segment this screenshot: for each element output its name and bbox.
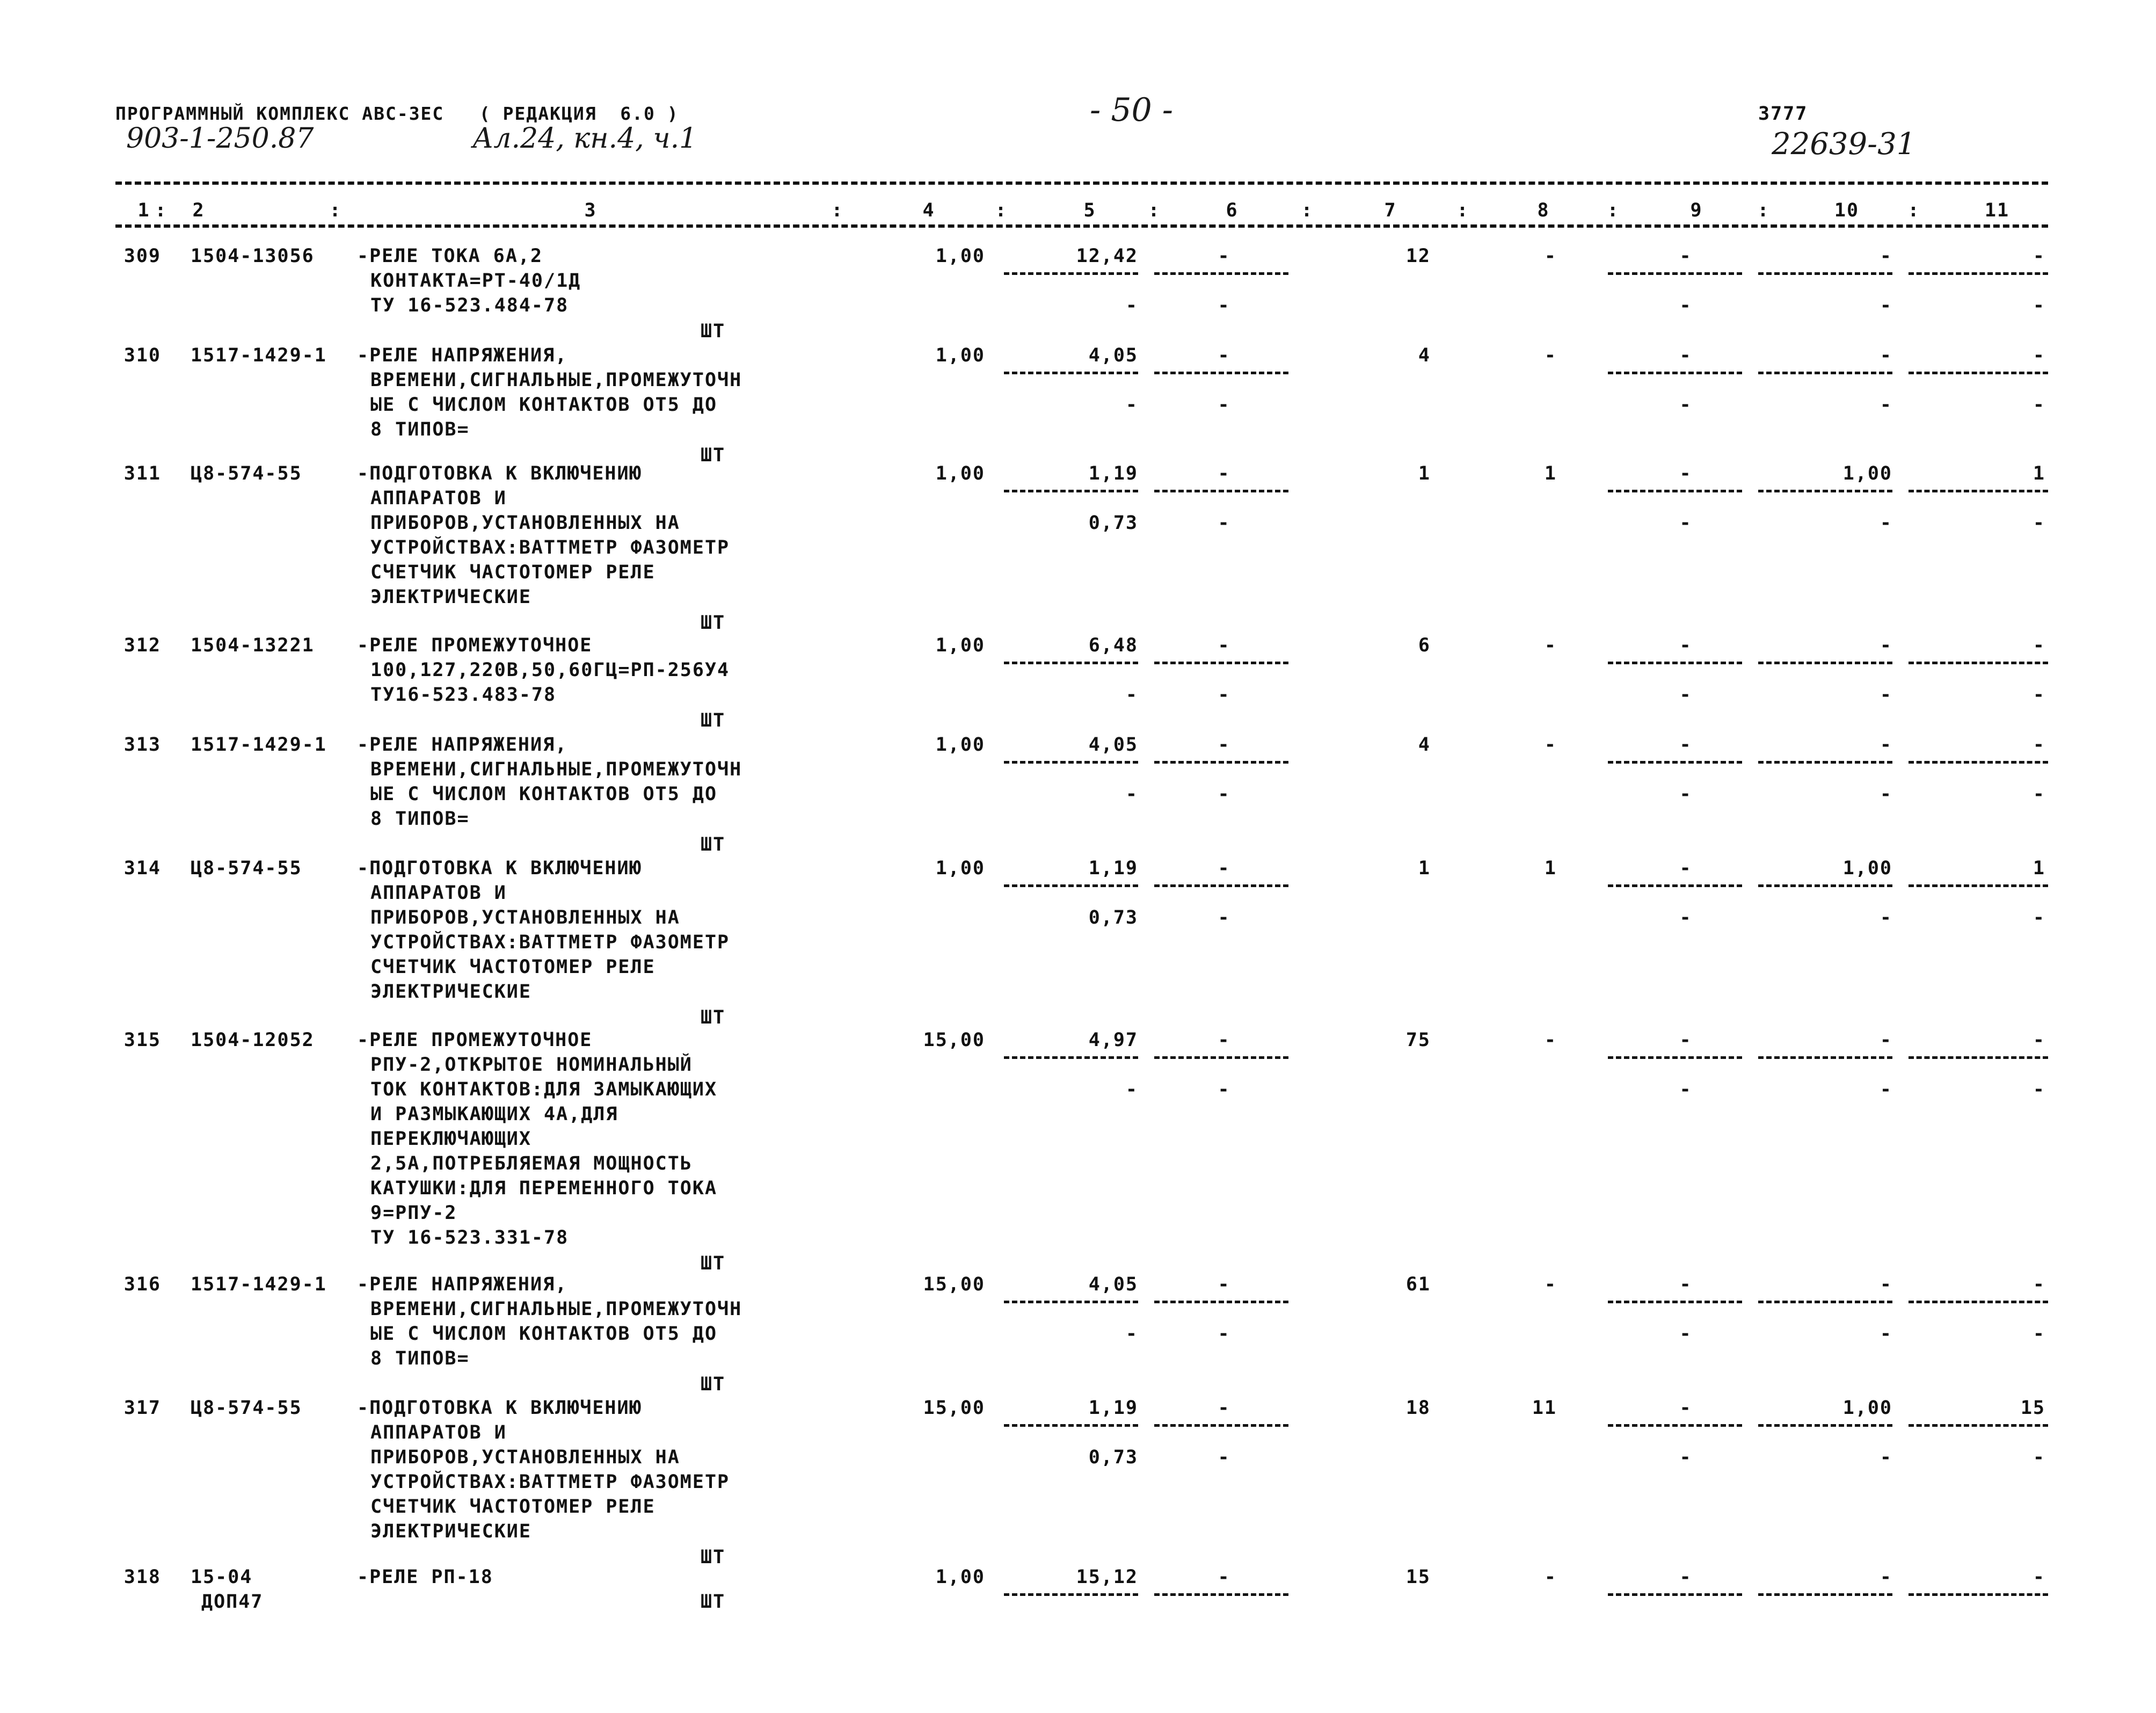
value-divider: [1004, 272, 1138, 275]
column8-value: -: [1544, 345, 1557, 366]
unit-cost-secondary: -: [1125, 295, 1138, 316]
column-separator: :: [1907, 200, 1920, 221]
description-line: И РАЗМЫКАЮЩИХ 4А,ДЛЯ: [370, 1104, 618, 1125]
column10-value: -: [1880, 1566, 1892, 1588]
column9-value: -: [1679, 463, 1692, 484]
description-line: -ПОДГОТОВКА К ВКЛЮЧЕНИЮ: [357, 463, 642, 484]
description-line: ТУ 16-523.331-78: [370, 1227, 569, 1249]
unit-cost-secondary: 0,73: [1088, 512, 1138, 534]
quantity-value: 1,00: [935, 635, 985, 656]
value-divider: [1909, 1056, 2048, 1059]
column-separator: :: [1456, 200, 1469, 221]
header-top-rule: [115, 182, 2048, 185]
description-line: -РЕЛЕ ПРОМЕЖУТОЧНОЕ: [357, 1029, 593, 1051]
unit-cost-secondary: -: [1125, 394, 1138, 416]
column6-value: -: [1218, 345, 1230, 366]
quantity-value: 1,00: [935, 245, 985, 267]
item-code: 1504-13056: [191, 245, 315, 267]
column11-value: 1: [2033, 463, 2045, 484]
unit-label: ШТ: [701, 1591, 726, 1613]
unit-cost-value: 6,48: [1088, 635, 1138, 656]
column6-secondary: -: [1218, 783, 1230, 805]
column-header-9: 9: [1690, 200, 1703, 221]
column11-secondary: -: [2033, 394, 2045, 416]
description-line: -ПОДГОТОВКА К ВКЛЮЧЕНИЮ: [357, 1397, 642, 1419]
column11-secondary: -: [2033, 1323, 2045, 1345]
description-line: 8 ТИПОВ=: [370, 1348, 470, 1369]
column11-value: -: [2033, 345, 2045, 366]
unit-label: ШТ: [701, 1007, 726, 1028]
value-divider: [1758, 272, 1892, 275]
column10-secondary: -: [1880, 295, 1892, 316]
total-cost-value: 12: [1405, 245, 1431, 267]
column9-secondary: -: [1679, 1323, 1692, 1345]
column6-secondary: -: [1218, 1447, 1230, 1468]
description-line: УСТРОЙСТВАХ:ВАТТМЕТР ФАЗОМЕТР: [370, 537, 730, 558]
column10-value: 1,00: [1842, 858, 1892, 879]
unit-label: ШТ: [701, 1253, 726, 1274]
value-divider: [1758, 490, 1892, 492]
project-code-handwritten: 903-1-250.87: [126, 122, 314, 155]
column6-value: -: [1218, 858, 1230, 879]
column6-secondary: -: [1218, 1323, 1230, 1345]
column9-secondary: -: [1679, 394, 1692, 416]
column6-value: -: [1218, 1029, 1230, 1051]
column9-value: -: [1679, 1274, 1692, 1295]
unit-cost-secondary: 0,73: [1088, 907, 1138, 928]
value-divider: [1608, 490, 1742, 492]
column6-value: -: [1218, 1566, 1230, 1588]
description-line: СЧЕТЧИК ЧАСТОТОМЕР РЕЛЕ: [370, 562, 655, 583]
unit-label: ШТ: [701, 1547, 726, 1568]
column6-value: -: [1218, 1274, 1230, 1295]
column6-secondary: -: [1218, 295, 1230, 316]
unit-cost-secondary: -: [1125, 783, 1138, 805]
column-separator: :: [1301, 200, 1314, 221]
quantity-value: 15,00: [923, 1397, 985, 1419]
quantity-value: 1,00: [935, 345, 985, 366]
unit-cost-value: 12,42: [1076, 245, 1138, 267]
column10-value: 1,00: [1842, 463, 1892, 484]
total-cost-value: 4: [1418, 345, 1431, 366]
value-divider: [1608, 884, 1742, 887]
column-header-7: 7: [1384, 200, 1397, 221]
row-number: 309: [123, 245, 161, 267]
unit-label: ШТ: [701, 612, 726, 634]
row-number: 317: [123, 1397, 161, 1419]
column11-value: -: [2033, 1566, 2045, 1588]
value-divider: [1909, 1301, 2048, 1303]
quantity-value: 15,00: [923, 1029, 985, 1051]
value-divider: [1154, 372, 1288, 374]
description-line: СЧЕТЧИК ЧАСТОТОМЕР РЕЛЕ: [370, 956, 655, 978]
value-divider: [1154, 1424, 1288, 1427]
program-header: ПРОГРАММНЫЙ КОМПЛЕКС АВС-3ЕС ( РЕДАКЦИЯ 6.0 ): [115, 103, 679, 124]
document-number-typed: 3777: [1758, 103, 1808, 125]
quantity-value: 1,00: [935, 1566, 985, 1588]
column11-secondary: -: [2033, 295, 2045, 316]
quantity-value: 1,00: [935, 463, 985, 484]
description-line: 8 ТИПОВ=: [370, 419, 470, 440]
column-header-2: 2: [192, 200, 205, 221]
column-separator: :: [1757, 200, 1770, 221]
value-divider: [1154, 1593, 1288, 1596]
value-divider: [1154, 1056, 1288, 1059]
description-line: КОНТАКТА=РТ-40/1Д: [370, 270, 581, 292]
column10-value: -: [1880, 635, 1892, 656]
column-separator: :: [329, 200, 342, 221]
column-header-3: 3: [584, 200, 597, 221]
total-cost-value: 6: [1418, 635, 1431, 656]
unit-cost-secondary: -: [1125, 1323, 1138, 1345]
column8-value: 11: [1532, 1397, 1557, 1419]
item-code: Ц8-574-55: [191, 858, 302, 879]
column10-value: -: [1880, 1029, 1892, 1051]
column11-secondary: -: [2033, 512, 2045, 534]
total-cost-value: 15: [1405, 1566, 1431, 1588]
column11-value: 15: [2020, 1397, 2045, 1419]
description-line: 9=РПУ-2: [370, 1202, 457, 1224]
row-number: 316: [123, 1274, 161, 1295]
column6-secondary: -: [1218, 684, 1230, 706]
document-number-handwritten: 22639-31: [1772, 127, 1916, 162]
column8-value: -: [1544, 1566, 1557, 1588]
column9-value: -: [1679, 1397, 1692, 1419]
value-divider: [1004, 1593, 1138, 1596]
description-line: ЭЛЕКТРИЧЕСКИЕ: [370, 981, 531, 1003]
description-line: КАТУШКИ:ДЛЯ ПЕРЕМЕННОГО ТОКА: [370, 1178, 718, 1199]
quantity-value: 1,00: [935, 858, 985, 879]
description-line: ТУ 16-523.484-78: [370, 295, 569, 316]
value-divider: [1909, 1424, 2048, 1427]
unit-cost-value: 4,05: [1088, 734, 1138, 756]
column6-value: -: [1218, 463, 1230, 484]
column9-value: -: [1679, 1029, 1692, 1051]
column8-value: -: [1544, 734, 1557, 756]
description-line: РПУ-2,ОТКРЫТОЕ НОМИНАЛЬНЫЙ: [370, 1054, 693, 1076]
column-separator: :: [1607, 200, 1620, 221]
column11-value: -: [2033, 245, 2045, 267]
value-divider: [1758, 884, 1892, 887]
column11-secondary: -: [2033, 1447, 2045, 1468]
column8-value: -: [1544, 1029, 1557, 1051]
column9-secondary: -: [1679, 1447, 1692, 1468]
column11-secondary: -: [2033, 684, 2045, 706]
column10-secondary: -: [1880, 907, 1892, 928]
column-separator: :: [155, 200, 167, 221]
column10-value: -: [1880, 1274, 1892, 1295]
unit-cost-value: 4,97: [1088, 1029, 1138, 1051]
description-line: ЭЛЕКТРИЧЕСКИЕ: [370, 586, 531, 608]
unit-cost-secondary: -: [1125, 684, 1138, 706]
value-divider: [1758, 1301, 1892, 1303]
column-header-11: 11: [1984, 200, 2010, 221]
column8-value: -: [1544, 1274, 1557, 1295]
value-divider: [1004, 1424, 1138, 1427]
column10-secondary: -: [1880, 512, 1892, 534]
column11-value: -: [2033, 734, 2045, 756]
description-line: ЫЕ С ЧИСЛОМ КОНТАКТОВ ОТ5 ДО: [370, 394, 718, 416]
unit-cost-secondary: 0,73: [1088, 1447, 1138, 1468]
unit-label: ШТ: [701, 1374, 726, 1395]
unit-cost-value: 1,19: [1088, 463, 1138, 484]
column11-secondary: -: [2033, 907, 2045, 928]
item-code: 1517-1429-1: [191, 734, 327, 756]
description-line: АППАРАТОВ И: [370, 1422, 507, 1443]
total-cost-value: 18: [1405, 1397, 1431, 1419]
description-line: ЫЕ С ЧИСЛОМ КОНТАКТОВ ОТ5 ДО: [370, 783, 718, 805]
column10-secondary: -: [1880, 394, 1892, 416]
column10-value: 1,00: [1842, 1397, 1892, 1419]
value-divider: [1909, 272, 2048, 275]
value-divider: [1909, 761, 2048, 764]
column10-value: -: [1880, 734, 1892, 756]
column9-value: -: [1679, 1566, 1692, 1588]
value-divider: [1758, 372, 1892, 374]
description-line: ПЕРЕКЛЮЧАЮЩИХ: [370, 1128, 531, 1150]
quantity-value: 15,00: [923, 1274, 985, 1295]
description-line: ПРИБОРОВ,УСТАНОВЛЕННЫХ НА: [370, 512, 680, 534]
column6-value: -: [1218, 1397, 1230, 1419]
column-header-1: 1: [137, 200, 150, 221]
value-divider: [1608, 372, 1742, 374]
row-number: 318: [123, 1566, 161, 1588]
column-header-8: 8: [1537, 200, 1550, 221]
value-divider: [1909, 372, 2048, 374]
value-divider: [1004, 372, 1138, 374]
value-divider: [1608, 761, 1742, 764]
value-divider: [1608, 272, 1742, 275]
description-line: СЧЕТЧИК ЧАСТОТОМЕР РЕЛЕ: [370, 1496, 655, 1518]
value-divider: [1608, 1056, 1742, 1059]
album-reference-handwritten: Ал.24, кн.4, ч.1: [472, 122, 697, 155]
description-line: ЫЕ С ЧИСЛОМ КОНТАКТОВ ОТ5 ДО: [370, 1323, 718, 1345]
value-divider: [1004, 490, 1138, 492]
value-divider: [1154, 662, 1288, 664]
value-divider: [1154, 761, 1288, 764]
description-line: АППАРАТОВ И: [370, 882, 507, 904]
value-divider: [1758, 761, 1892, 764]
column-header-10: 10: [1834, 200, 1860, 221]
value-divider: [1758, 1424, 1892, 1427]
column8-value: 1: [1544, 858, 1557, 879]
column10-secondary: -: [1880, 783, 1892, 805]
column6-secondary: -: [1218, 907, 1230, 928]
item-code: Ц8-574-55: [191, 463, 302, 484]
value-divider: [1909, 662, 2048, 664]
unit-cost-value: 4,05: [1088, 1274, 1138, 1295]
value-divider: [1909, 490, 2048, 492]
unit-label: ШТ: [701, 834, 726, 855]
description-line: АППАРАТОВ И: [370, 488, 507, 509]
description-line: УСТРОЙСТВАХ:ВАТТМЕТР ФАЗОМЕТР: [370, 932, 730, 953]
column10-secondary: -: [1880, 1447, 1892, 1468]
value-divider: [1004, 884, 1138, 887]
row-number: 314: [123, 858, 161, 879]
page-number: - 50 -: [1090, 91, 1174, 129]
column8-value: -: [1544, 635, 1557, 656]
column9-value: -: [1679, 345, 1692, 366]
column10-secondary: -: [1880, 1079, 1892, 1100]
value-divider: [1608, 662, 1742, 664]
item-code: Ц8-574-55: [191, 1397, 302, 1419]
row-number: 315: [123, 1029, 161, 1051]
value-divider: [1154, 1301, 1288, 1303]
column9-secondary: -: [1679, 783, 1692, 805]
value-divider: [1909, 884, 2048, 887]
item-code: 1517-1429-1: [191, 345, 327, 366]
column-header-4: 4: [922, 200, 935, 221]
value-divider: [1909, 1593, 2048, 1596]
row-number: 310: [123, 345, 161, 366]
column11-value: -: [2033, 635, 2045, 656]
description-line: ЭЛЕКТРИЧЕСКИЕ: [370, 1521, 531, 1542]
value-divider: [1004, 761, 1138, 764]
description-line: -РЕЛЕ НАПРЯЖЕНИЯ,: [357, 1274, 568, 1295]
description-line: ПРИБОРОВ,УСТАНОВЛЕННЫХ НА: [370, 1447, 680, 1468]
column9-secondary: -: [1679, 907, 1692, 928]
header-bottom-rule: [115, 224, 2048, 228]
column10-secondary: -: [1880, 684, 1892, 706]
total-cost-value: 1: [1418, 858, 1431, 879]
column11-secondary: -: [2033, 1079, 2045, 1100]
column11-value: -: [2033, 1029, 2045, 1051]
description-line: ТОК КОНТАКТОВ:ДЛЯ ЗАМЫКАЮЩИХ: [370, 1079, 718, 1100]
unit-label: ШТ: [701, 445, 726, 466]
description-line: 100,127,220В,50,60ГЦ=РП-256У4: [370, 659, 730, 681]
total-cost-value: 61: [1405, 1274, 1431, 1295]
row-number: 313: [123, 734, 161, 756]
column-header-5: 5: [1083, 200, 1096, 221]
description-line: УСТРОЙСТВАХ:ВАТТМЕТР ФАЗОМЕТР: [370, 1471, 730, 1493]
column9-secondary: -: [1679, 295, 1692, 316]
column9-value: -: [1679, 635, 1692, 656]
column6-value: -: [1218, 245, 1230, 267]
column10-secondary: -: [1880, 1323, 1892, 1345]
item-code: 1504-12052: [191, 1029, 315, 1051]
value-divider: [1154, 490, 1288, 492]
column6-value: -: [1218, 635, 1230, 656]
column-separator: :: [831, 200, 844, 221]
unit-cost-value: 1,19: [1088, 1397, 1138, 1419]
column9-secondary: -: [1679, 512, 1692, 534]
description-line: ТУ16-523.483-78: [370, 684, 557, 706]
column-separator: :: [1148, 200, 1161, 221]
column10-value: -: [1880, 345, 1892, 366]
column9-secondary: -: [1679, 684, 1692, 706]
total-cost-value: 4: [1418, 734, 1431, 756]
column9-value: -: [1679, 245, 1692, 267]
column-separator: :: [995, 200, 1008, 221]
column9-secondary: -: [1679, 1079, 1692, 1100]
unit-cost-value: 1,19: [1088, 858, 1138, 879]
row-number: 312: [123, 635, 161, 656]
value-divider: [1758, 662, 1892, 664]
value-divider: [1004, 662, 1138, 664]
quantity-value: 1,00: [935, 734, 985, 756]
description-line: -ПОДГОТОВКА К ВКЛЮЧЕНИЮ: [357, 858, 642, 879]
column-header-6: 6: [1226, 200, 1239, 221]
value-divider: [1758, 1056, 1892, 1059]
value-divider: [1154, 272, 1288, 275]
value-divider: [1004, 1056, 1138, 1059]
total-cost-value: 1: [1418, 463, 1431, 484]
item-code: 1504-13221: [191, 635, 315, 656]
value-divider: [1758, 1593, 1892, 1596]
row-number: 311: [123, 463, 161, 484]
description-line: -РЕЛЕ ПРОМЕЖУТОЧНОЕ: [357, 635, 593, 656]
description-line: -РЕЛЕ НАПРЯЖЕНИЯ,: [357, 734, 568, 756]
unit-cost-secondary: -: [1125, 1079, 1138, 1100]
description-line: -РЕЛЕ ТОКА 6А,2: [357, 245, 543, 267]
unit-label: ШТ: [701, 321, 726, 342]
column8-value: 1: [1544, 463, 1557, 484]
description-line: ВРЕМЕНИ,СИГНАЛЬНЫЕ,ПРОМЕЖУТОЧН: [370, 759, 742, 780]
column10-value: -: [1880, 245, 1892, 267]
column11-secondary: -: [2033, 783, 2045, 805]
item-code: 15-04: [191, 1566, 253, 1588]
item-code-suffix: ДОП47: [201, 1591, 264, 1613]
value-divider: [1608, 1301, 1742, 1303]
description-line: -РЕЛЕ НАПРЯЖЕНИЯ,: [357, 345, 568, 366]
description-line: ВРЕМЕНИ,СИГНАЛЬНЫЕ,ПРОМЕЖУТОЧН: [370, 1298, 742, 1320]
value-divider: [1608, 1593, 1742, 1596]
value-divider: [1608, 1424, 1742, 1427]
column11-value: -: [2033, 1274, 2045, 1295]
column6-secondary: -: [1218, 394, 1230, 416]
description-line: 2,5А,ПОТРЕБЛЯЕМАЯ МОЩНОСТЬ: [370, 1153, 693, 1174]
value-divider: [1154, 884, 1288, 887]
total-cost-value: 75: [1405, 1029, 1431, 1051]
unit-label: ШТ: [701, 710, 726, 731]
unit-cost-value: 15,12: [1076, 1566, 1138, 1588]
column9-value: -: [1679, 734, 1692, 756]
column11-value: 1: [2033, 858, 2045, 879]
unit-cost-value: 4,05: [1088, 345, 1138, 366]
description-line: ПРИБОРОВ,УСТАНОВЛЕННЫХ НА: [370, 907, 680, 928]
value-divider: [1004, 1301, 1138, 1303]
column9-value: -: [1679, 858, 1692, 879]
description-line: -РЕЛЕ РП-18: [357, 1566, 493, 1588]
column6-value: -: [1218, 734, 1230, 756]
description-line: ВРЕМЕНИ,СИГНАЛЬНЫЕ,ПРОМЕЖУТОЧН: [370, 369, 742, 391]
item-code: 1517-1429-1: [191, 1274, 327, 1295]
column6-secondary: -: [1218, 512, 1230, 534]
description-line: 8 ТИПОВ=: [370, 808, 470, 830]
column6-secondary: -: [1218, 1079, 1230, 1100]
column8-value: -: [1544, 245, 1557, 267]
